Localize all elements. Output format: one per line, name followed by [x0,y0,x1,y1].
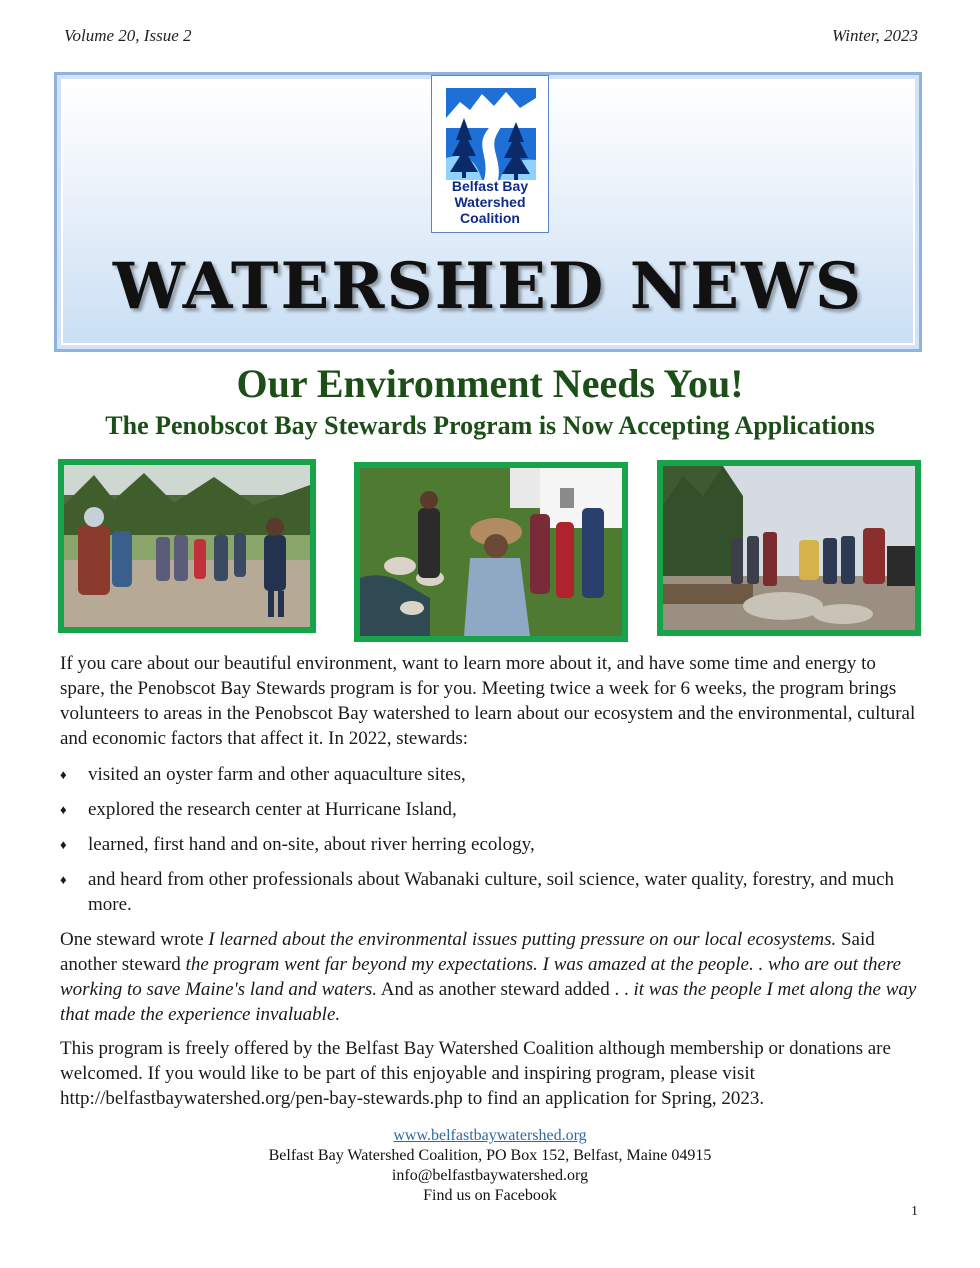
stewards-activity-list [60,762,920,927]
testimonial-quote-1: I learned about the environmental issues putting pressure on our local ecosystems. [208,929,837,950]
newsletter-title: WATERSHED NEWS [112,249,864,324]
issue-season: Winter, 2023 [832,26,918,45]
logo-line-2: Watershed [454,194,526,210]
masthead-panel [61,79,915,345]
application-paragraph: This program is freely offered by the Belfast Bay Watershed Coalition although membership or donations are welcomed. If you would like to be part of this enjoyable and inspiring program, please visit http://belfastbaywatershed.org/pen-bay-stewards.php to find an application for Spring, 2023. [60,1038,891,1109]
article-subheadline: The Penobscot Bay Stewards Program is Now Accepting Applications [105,411,875,440]
logo-emblem-icon [446,88,536,180]
photo-stream-visit [354,462,628,642]
list-item-text: learned, first hand and on-site, about river herring ecology, [88,834,535,855]
logo-wordmark [432,178,548,226]
footer [0,1126,980,1206]
testimonial-quote-2: the program went far beyond my expectations. I was amazed at the people. . who are out there working to save Maine's land and waters. [60,954,902,1000]
logo-line-1: Belfast Bay [451,178,529,194]
logo-line-3: Coalition [460,210,520,226]
testimonial-text-3: And as another steward added . . [377,979,634,1000]
list-item [60,762,920,787]
facebook-note: Find us on Facebook [423,1187,557,1204]
testimonial-text-1: One steward wrote [60,929,209,950]
photo-group-outdoors [58,459,316,633]
list-item-text: and heard from other professionals about Wabanaki culture, soil science, water quality, forestry, and much more. [88,869,895,915]
page-number: 1 [911,1204,918,1219]
issue-header [64,26,918,46]
masthead [54,72,922,352]
mailing-address: Belfast Bay Watershed Coalition, PO Box 152, Belfast, Maine 04915 [268,1147,712,1164]
diamond-bullet-icon: ♦ [60,837,67,852]
intro-paragraph: If you care about our beautiful environment, want to learn more about it, and have some time and energy to spare, the Penobscot Bay Stewards program is for you. Meeting twice a week for 6 weeks, the program brings volunteers to areas in the Penobscot Bay watershed to learn about our ecosystem and the environmental, cultural and economic factors that affect it. In 2022, stewards: [60,653,916,749]
testimonial-quote-3: it was the people I met along the way that made the experience invaluable. [60,979,917,1025]
testimonials-paragraph [60,927,920,1027]
list-item [60,867,920,917]
issue-number: Volume 20, Issue 2 [64,26,192,45]
article-headline: Our Environment Needs You! [236,361,744,406]
coalition-logo [431,75,549,233]
website-link[interactable]: www.belfastbaywatershed.org [393,1127,587,1144]
diamond-bullet-icon: ♦ [60,802,67,817]
diamond-bullet-icon: ♦ [60,872,67,887]
photo-shoreline-walk [657,460,921,636]
list-item [60,832,920,857]
list-item-text: explored the research center at Hurricane Island, [88,799,457,820]
testimonial-text-2: Said another steward [60,929,875,975]
contact-email: info@belfastbaywatershed.org [391,1167,589,1184]
list-item [60,797,920,822]
list-item-text: visited an oyster farm and other aquaculture sites, [88,764,466,785]
diamond-bullet-icon: ♦ [60,767,67,782]
